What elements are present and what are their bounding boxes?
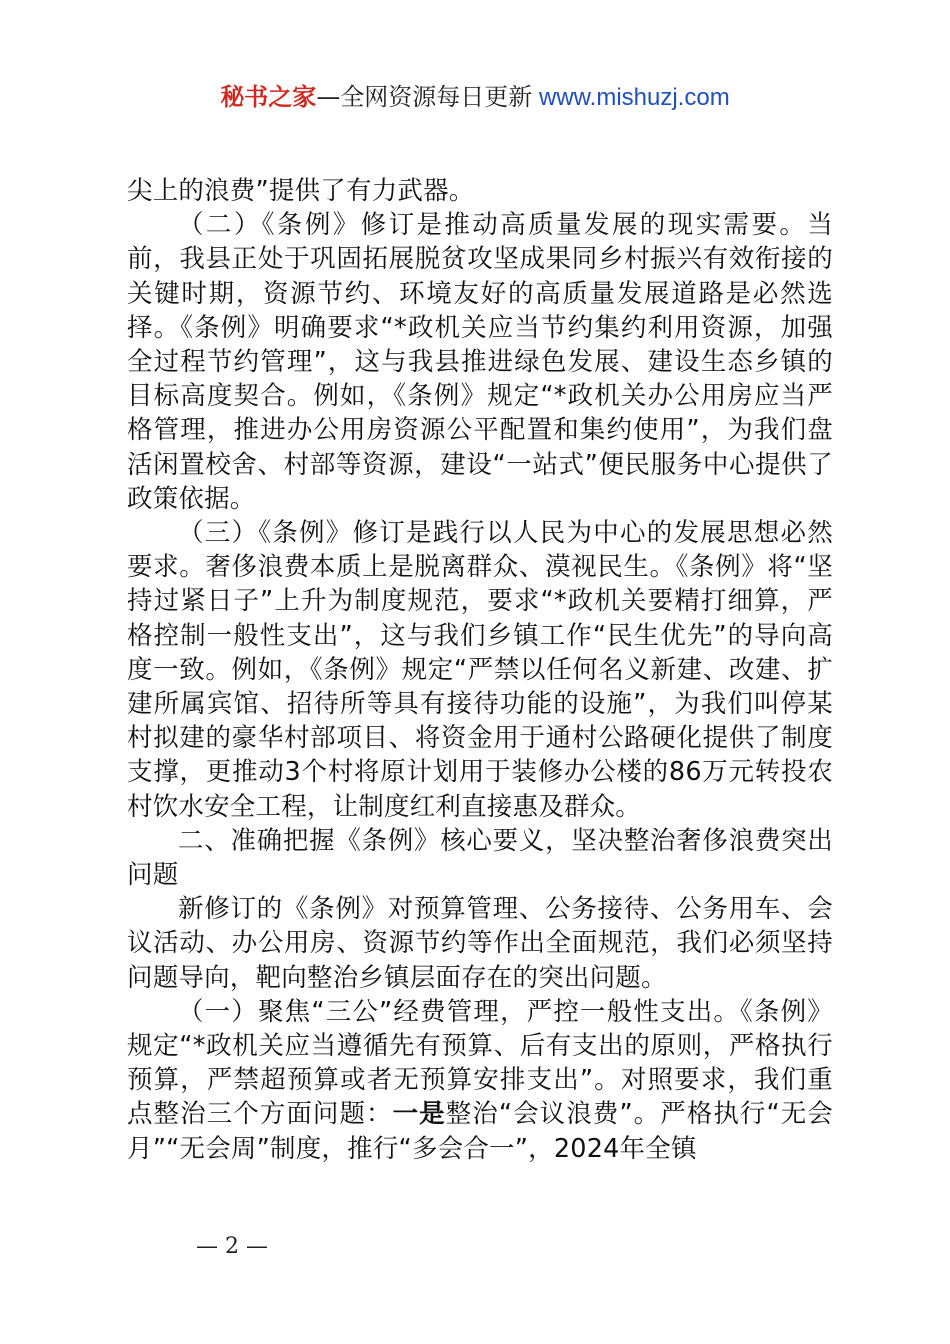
paragraph bbox=[127, 995, 833, 1166]
paragraph: （二）《条例》修订是推动高质量发展的现实需要。当前，我县正处于巩固拓展脱贫攻坚成果同乡村振兴有效衔接的关键时期，资源节约、环境友好的高质量发展道路是必然选择。《条例》明确要求“*政机关应当节约集约利用资源，加强全过程节约管理”，这与我县推进绿色发展、建设生态乡镇的目标高度契合。例如，《条例》规定“*政机关办公用房应当严格管理，推进办公用房资源公平配置和集约使用”，为我们盘活闲置校舍、村部等资源，建设“一站式”便民服务中心提供了政策依据。 bbox=[127, 210, 833, 514]
paragraph: 新修订的《条例》对预算管理、公务接待、公务用车、会议活动、办公用房、资源节约等作出全面规范，我们必须坚持问题导向，靶向整治乡镇层面存在的突出问题。 bbox=[127, 894, 833, 993]
paragraph: 尖上的浪费”提供了有力武器。 bbox=[127, 176, 475, 206]
emphasis-text: 一是 bbox=[392, 1099, 446, 1130]
site-header bbox=[0, 80, 950, 115]
header-slogan: —全网资源每日更新 bbox=[316, 83, 533, 111]
brand-name: 秘书之家 bbox=[220, 83, 317, 111]
paragraph-text: 整治“会议浪费”。严格执行“无会月”“无会周”制度，推行“多会合一”，2024年全镇 bbox=[127, 1099, 833, 1164]
document-body bbox=[127, 174, 833, 1166]
paragraph-text: （一）聚焦“三公”经费管理，严控一般性支出。《条例》规定“*政机关应当遵循先有预算、后有支出的原则，严格执行预算，严禁超预算或者无预算安排支出”。对照要求，我们重点整治三个方面问题： bbox=[127, 996, 833, 1130]
site-url[interactable]: www.mishuzj.com bbox=[532, 84, 730, 111]
paragraph: （三）《条例》修订是践行以人民为中心的发展思想必然要求。奢侈浪费本质上是脱离群众、漠视民生。《条例》将“坚持过紧日子”上升为制度规范，要求“*政机关要精打细算，严格控制一般性支出”，这与我们乡镇工作“民生优先”的导向高度一致。例如，《条例》规定“严禁以任何名义新建、改建、扩建所属宾馆、招待所等具有接待功能的设施”，为我们叫停某村拟建的豪华村部项目、将资金用于通村公路硬化提供了制度支撑，更推动3个村将原计划用于装修办公楼的86万元转投农村饮水安全工程，让制度红利直接惠及群众。 bbox=[127, 518, 833, 822]
section-heading: 二、准确把握《条例》核心要义，坚决整治奢侈浪费突出问题 bbox=[127, 825, 833, 891]
page-number: — 2 — bbox=[196, 1234, 268, 1259]
